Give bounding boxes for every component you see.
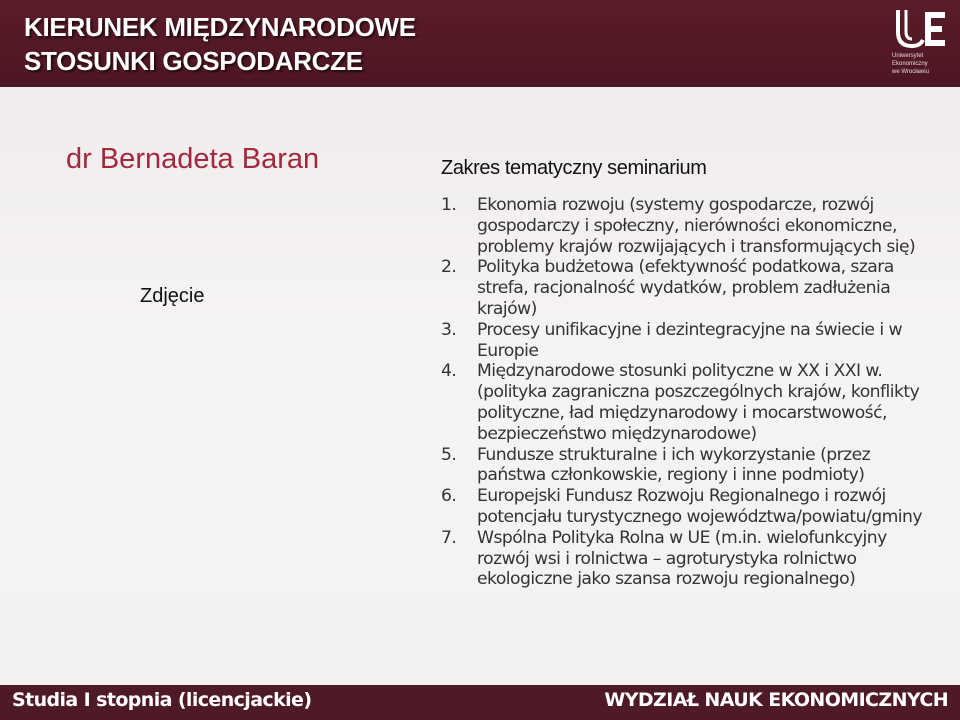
photo-placeholder-label: Zdjęcie [140,285,205,307]
faculty-name: WYDZIAŁ NAUK EKONOMICZNYCH [604,689,948,711]
seminar-topics-heading: Zakres tematyczny seminarium [441,157,707,179]
list-item [441,486,941,528]
list-item-text: Procesy unifikacyjne i dezintegracyjne na świecie i w Europie [477,319,903,361]
list-item [441,257,941,319]
list-item-text: Fundusze strukturalne i ich wykorzystanie (przez państwa członkowskie, regiony i inne podmioty) [477,444,871,486]
list-item-text: Wspólna Polityka Rolna w UE (m.in. wielofunkcyjny rozwój wsi i rolnictwa – agroturystyka rolnictwo ekologiczne jako szansa rozwoju regionalnego) [477,527,887,590]
university-logo-caption [892,52,954,76]
header-bar [0,0,960,87]
university-logo-mark [892,6,950,52]
list-item-number: 3. [441,319,457,340]
list-item-text: Polityka budżetowa (efektywność podatkowa, szara strefa, racjonalność wydatków, problem zadłużenia krajów) [477,257,894,319]
program-title-line-2: STOSUNKI GOSPODARCZE [24,46,363,76]
list-item [441,361,941,444]
list-item-number: 1. [441,195,457,215]
program-title-line-1: KIERUNEK MIĘDZYNARODOWE [24,12,416,42]
logo-caption-line-1: Uniwersytet [892,53,924,59]
logo-caption-line-3: we Wrocławiu [892,69,929,75]
list-item-number: 6. [441,486,457,507]
list-item [441,445,941,487]
list-item-text: Europejski Fundusz Rozwoju Regionalnego i rozwój potencjału turystycznego województwa/powiatu/gminy [477,486,922,527]
list-item [441,528,941,590]
list-item [441,320,941,362]
list-item [441,195,941,257]
logo-caption-line-2: Ekonomiczny [892,61,928,67]
list-item-number: 5. [441,444,457,465]
list-item-text: Międzynarodowe stosunki polityczne w XX i XXI w. (polityka zagraniczna poszczególnych krajów, konflikty polityczne, ład międzynarodowy i mocarstwowość, bezpieczeństwo międzynarodowe) [477,361,920,444]
program-title [24,10,416,78]
seminar-topics-list [441,195,941,590]
footer-bar [0,685,960,720]
university-logo [892,6,950,82]
study-level-label: Studia I stopnia (licencjackie) [12,689,312,711]
list-item-text: Ekonomia rozwoju (systemy gospodarcze, rozwój gospodarczy i społeczny, nierówności ekonomiczne, problemy krajów rozwijających i transformujących się) [477,195,916,257]
list-item-number: 2. [441,257,457,278]
lecturer-name: dr Bernadeta Baran [66,143,320,175]
list-item-number: 4. [441,361,457,382]
list-item-number: 7. [441,527,457,548]
